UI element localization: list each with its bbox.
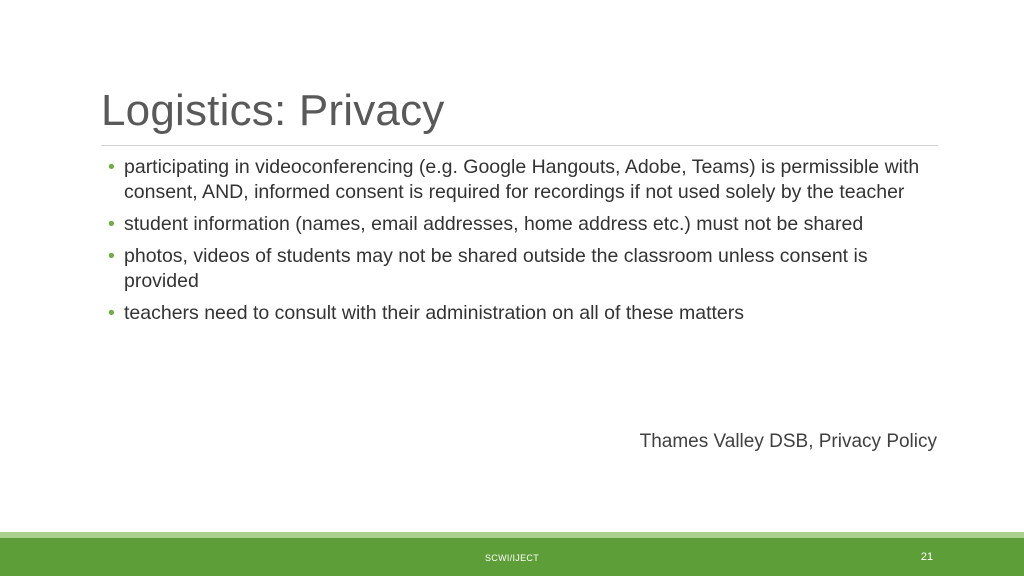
bullet-item <box>108 155 928 205</box>
title-divider <box>101 145 938 146</box>
bullet-item <box>108 244 928 294</box>
footer-label: SCWI/IJECT <box>485 553 539 563</box>
source-citation: Thames Valley DSB, Privacy Policy <box>639 431 937 452</box>
bullet-list <box>108 155 928 333</box>
bullet-text: student information (names, email addresses, home address etc.) must not be shared <box>124 213 864 235</box>
page-number: 21 <box>920 551 934 563</box>
bullet-dot-icon: • <box>108 302 115 324</box>
bullet-text: photos, videos of students may not be shared outside the classroom unless consent is provided <box>124 245 868 292</box>
bullet-text: participating in videoconferencing (e.g. Google Hangouts, Adobe, Teams) is permissible with consent, AND, informed consent is required for recordings if not used solely by the teacher <box>124 156 920 203</box>
bullet-dot-icon: • <box>108 156 115 178</box>
slide-title: Logistics: Privacy <box>101 86 445 135</box>
bullet-item <box>108 301 928 326</box>
bullet-dot-icon: • <box>108 245 115 267</box>
bullet-dot-icon: • <box>108 213 115 235</box>
bullet-item <box>108 212 928 237</box>
bullet-text: teachers need to consult with their administration on all of these matters <box>124 302 744 324</box>
